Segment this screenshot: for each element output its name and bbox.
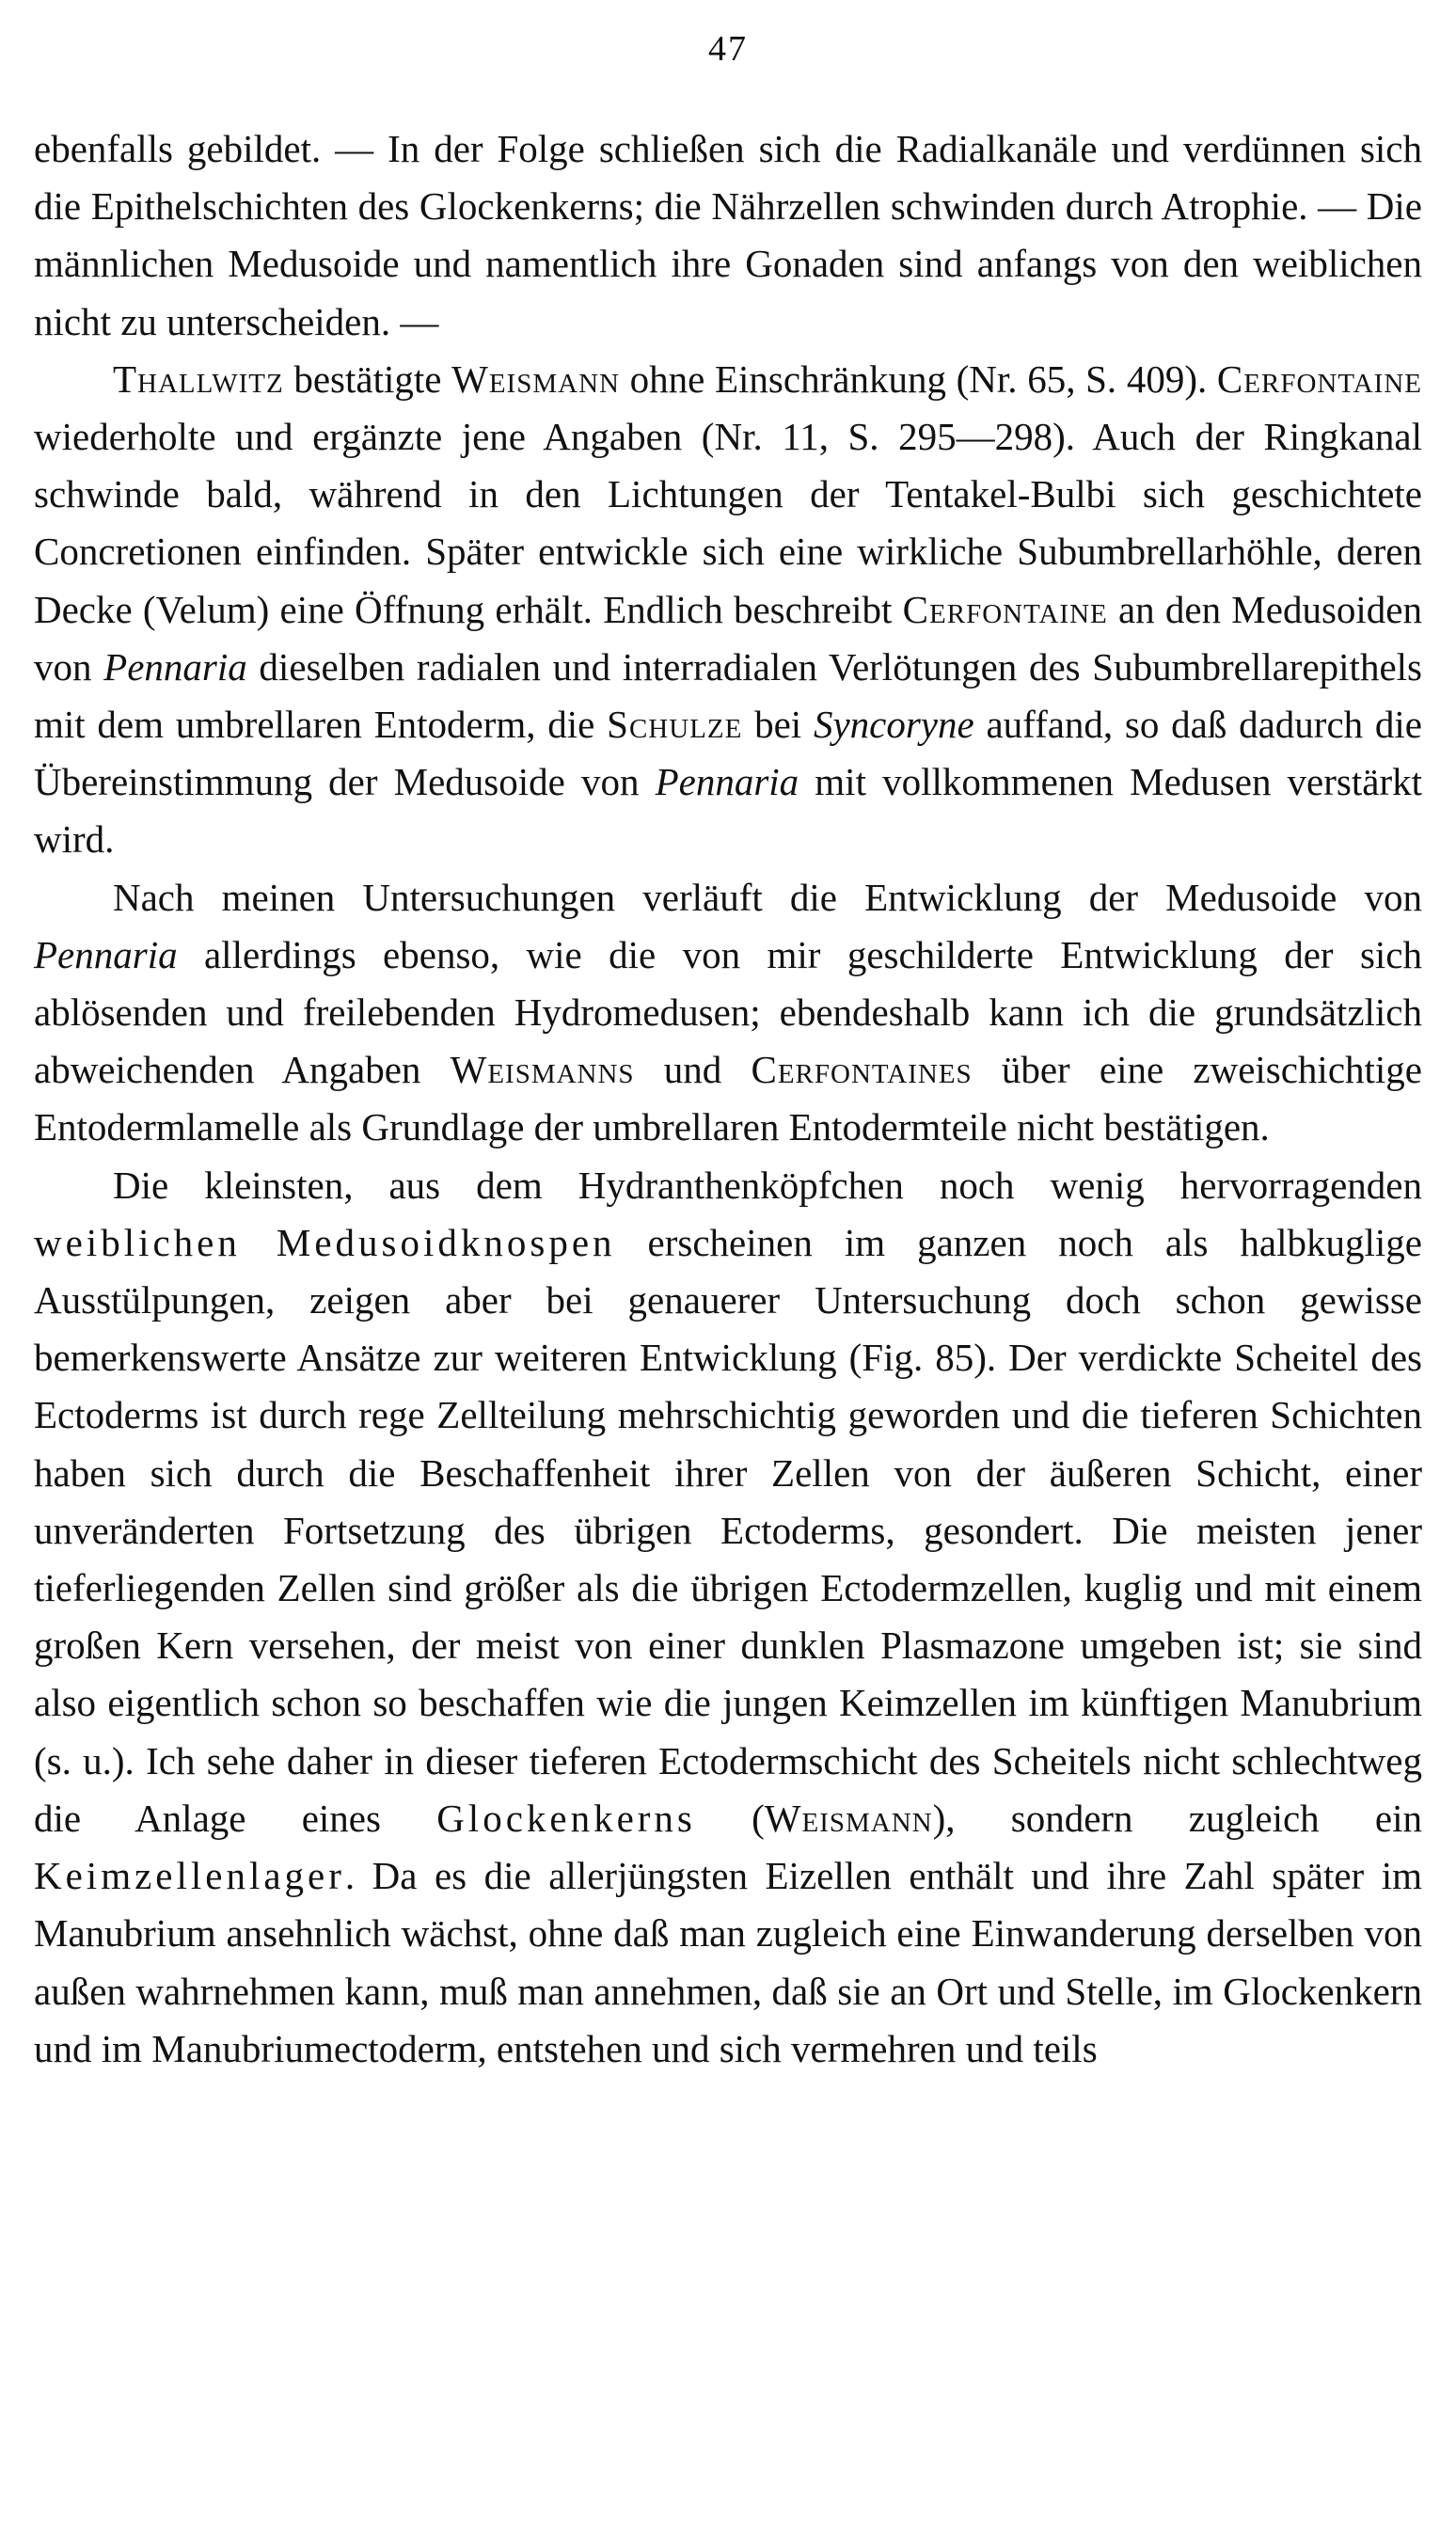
genus-name: Pennaria [34, 932, 178, 976]
paragraph [34, 1157, 1422, 2078]
emphasized-term: weiblichen Medusoidknospen [34, 1220, 616, 1264]
author-name: Weismann [764, 1796, 933, 1840]
author-name: Weismanns [450, 1048, 635, 1092]
author-name: Cerfontaine [902, 587, 1108, 631]
text-run: mit vollkommenen Medusen verstärkt wird. [34, 760, 1422, 862]
paragraph [34, 351, 1422, 869]
genus-name: Syncoryne [813, 703, 974, 747]
text-run: und [634, 1048, 752, 1092]
author-name: Weismann [451, 356, 620, 401]
text-run: bei [742, 703, 814, 747]
author-name: Cerfontaine [1216, 356, 1422, 401]
text-run: wiederholte und ergänzte jene Angaben (Nr. 11, S. 295—298). Auch der Ringkanal schwinde bald, während in den Lichtungen der Tentakel-Bulbi sich geschichtete Concretionen einfinden. Später entwickle sich eine wirkliche Subumbrellarhöhle, deren Decke (Velum) eine Öffnung erhält. Endlich beschreibt [34, 415, 1422, 631]
page-number: 47 [708, 29, 748, 69]
text-run: an den Medusoiden von [34, 587, 1423, 689]
paragraph [34, 869, 1422, 1157]
text-run: ohne Einschränkung (Nr. 65, S. 409). [619, 356, 1217, 401]
genus-name: Pennaria [655, 760, 799, 804]
paragraph [34, 120, 1422, 351]
author-name: Schulze [607, 703, 743, 747]
text-run: ( [695, 1796, 765, 1840]
text-run: allerdings ebenso, wie die von mir geschilderte Entwicklung der sich ablösenden und freilebenden Hydromedusen; ebendeshalb kann ich die grundsätzlich abweichenden Angaben [34, 932, 1422, 1092]
author-name: Thallwitz [113, 356, 284, 401]
text-run: erscheinen im ganzen noch als halbkuglige Ausstülpungen, zeigen aber bei genauerer Untersuchung doch schon gewisse bemerkenswerte Ansätze zur weiteren Entwicklung (Fig. 85). Der verdickte Scheitel des Ectoderms ist durch rege Zellteilung mehrschichtig geworden und die tieferen Schichten haben sich durch die Beschaffenheit ihrer Zellen von der äußeren Schicht, einer unveränderten Fortsetzung des übrigen Ectoderms, gesondert. Die meisten jener tieferliegenden Zellen sind größer als die übrigen Ectodermzellen, kuglig und mit einem großen Kern versehen, der meist von einer dunklen Plasmazone umgeben ist; sie sind also eigentlich schon so beschaffen wie die jungen Keimzellen im künftigen Manubrium (s. u.). Ich sehe daher in dieser tieferen Ectodermschicht des Scheitels nicht schlechtweg die Anlage eines [34, 1220, 1422, 1840]
text-run: über eine zweischichtige Entodermlamelle als Grundlage der umbrellaren Entodermteile nicht bestätigen. [34, 1048, 1423, 1149]
text-run: ), sondern zugleich ein [932, 1796, 1423, 1840]
text-run: Nach meinen Untersuchungen verläuft die Entwicklung der Medusoide von [113, 875, 1422, 919]
text-run: . Da es die allerjüngsten Eizellen enthält und ihre Zahl später im Manubrium ansehnlich wächst, ohne daß man zugleich eine Einwanderung derselben von außen wahrnehmen kann, muß man annehmen, daß sie an Ort und Stelle, im Glockenkern und im Manubriumectoderm, entstehen und sich vermehren und teils [34, 1854, 1422, 2070]
emphasized-term: Glockenkerns [436, 1796, 696, 1840]
text-run: bestätigte [283, 356, 452, 401]
text-run: Die kleinsten, aus dem Hydranthenköpfchen noch wenig hervorragenden [113, 1163, 1422, 1207]
emphasized-term: Keimzellenlager [34, 1854, 345, 1898]
text-body [34, 120, 1422, 2078]
text-run: dieselben radialen und interradialen Verlötungen des Subumbrellarepithels mit dem umbrellaren Entoderm, die [34, 644, 1422, 747]
text-run: auffand, so daß dadurch die Übereinstimmung der Medusoide von [34, 703, 1422, 804]
genus-name: Pennaria [103, 644, 247, 689]
author-name: Cerfontaines [751, 1048, 973, 1092]
text-run: ebenfalls gebildet. — In der Folge schließen sich die Radialkanäle und verdünnen sich die Epithelschichten des Glockenkerns; die Nährzellen schwinden durch Atrophie. — Die männlichen Medusoide und namentlich ihre Gonaden sind anfangs von den weiblichen nicht zu unterscheiden. — [34, 127, 1422, 343]
